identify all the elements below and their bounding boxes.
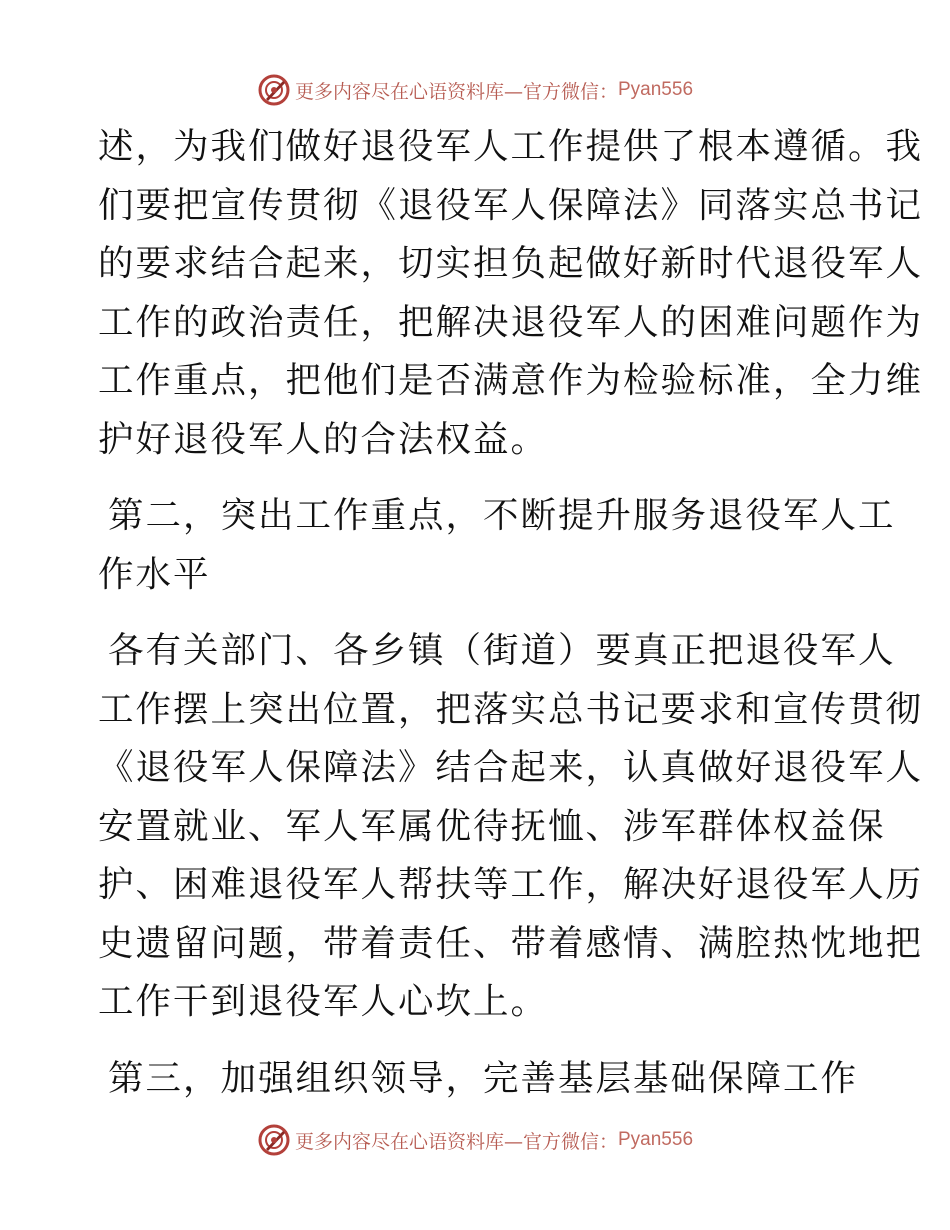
- text-line: 各有关部门、各乡镇（街道）要真正把退役军人: [108, 630, 896, 671]
- banner-handle: Pyan556: [618, 1129, 694, 1150]
- text-line: 护好退役军人的合法权益。: [98, 418, 549, 460]
- banner-text: 更多内容尽在心语资料库—官方微信：: [294, 80, 618, 103]
- banner-text: 更多内容尽在心语资料库—官方微信：: [294, 1130, 618, 1153]
- text-line: 第二，突出工作重点，不断提升服务退役军人工: [108, 495, 896, 536]
- text-line: 的要求结合起来，切实担负起做好新时代退役军人: [98, 243, 924, 284]
- text-line: 工作重点，把他们是否满意作为检验标准，全力维: [98, 360, 924, 401]
- text-line: 护、困难退役军人帮扶等工作，解决好退役军人历: [98, 864, 924, 905]
- text-line: 述，为我们做好退役军人工作提供了根本遵循。我: [98, 126, 924, 167]
- text-line: 工作摆上突出位置，把落实总书记要求和宣传贯彻: [98, 688, 924, 730]
- footer-banner: [0, 1120, 950, 1160]
- document-body: [98, 118, 924, 1108]
- paragraph: [98, 622, 924, 1032]
- text-line: 《退役军人保障法》结合起来，认真做好退役军人: [98, 747, 924, 788]
- text-line: 工作干到退役军人心坎上。: [98, 981, 549, 1022]
- section-heading: [98, 1050, 858, 1109]
- logo-icon: [257, 1123, 291, 1157]
- text-line: 工作的政治责任，把解决退役军人的困难问题作为: [98, 301, 924, 343]
- text-line: 第三，加强组织领导，完善基层基础保障工作: [108, 1057, 859, 1099]
- text-line: 作水平: [98, 553, 211, 595]
- section-heading: [98, 487, 896, 604]
- logo-icon: [257, 73, 291, 107]
- text-line: 史遗留问题，带着责任、带着感情、满腔热忱地把: [98, 922, 924, 964]
- text-line: 们要把宣传贯彻《退役军人保障法》同落实总书记: [98, 184, 924, 226]
- paragraph: [98, 118, 924, 469]
- banner-handle: Pyan556: [618, 79, 694, 100]
- text-line: 安置就业、军人军属优待抚恤、涉军群体权益保: [98, 805, 886, 847]
- header-banner: [0, 70, 950, 110]
